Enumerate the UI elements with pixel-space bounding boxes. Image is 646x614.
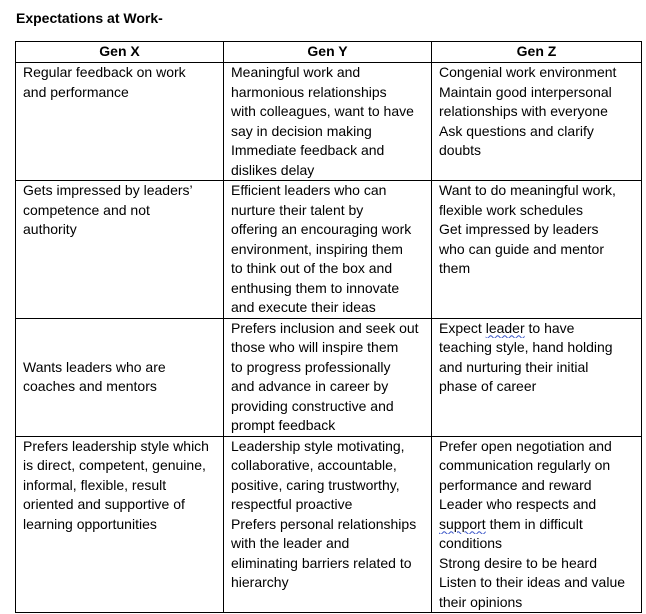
cell-line: is direct, competent, genuine, — [23, 457, 206, 473]
cell-gen-y — [224, 318, 432, 436]
cell-line: with the leader and — [231, 535, 350, 551]
cell-line: prompt feedback — [231, 417, 336, 433]
cell-line: Prefer open negotiation and — [439, 437, 612, 454]
cell-line: Meaningful work and — [231, 64, 361, 80]
expectations-table — [15, 41, 642, 613]
cell-gen-x — [16, 436, 224, 613]
cell-line: nurture their talent by — [231, 201, 364, 218]
cell-line: and performance — [23, 83, 129, 100]
cell-gen-z — [432, 318, 642, 436]
cell-gen-x — [16, 318, 224, 436]
cell-line: enthusing them to innovate — [231, 279, 400, 296]
cell-gen-z — [432, 181, 642, 319]
cell-line: to think out of the box and — [231, 260, 393, 276]
cell-line: teaching style, hand holding — [439, 339, 613, 355]
cell-line: competence and not — [23, 201, 150, 218]
cell-line: respectful proactive — [231, 496, 353, 512]
cell-gen-x — [16, 63, 224, 181]
cell-line: hierarchy — [231, 574, 289, 590]
table-row — [16, 181, 642, 319]
cell-line: Maintain good interpersonal — [439, 83, 612, 100]
cell-line: authority — [23, 221, 77, 237]
cell-line: with colleagues, want to have — [231, 103, 414, 119]
spelling-mark: support — [439, 515, 486, 532]
cell-line: Leader who respects and — [439, 496, 597, 512]
cell-line: Prefers personal relationships — [231, 515, 417, 532]
cell-line: learning opportunities — [23, 515, 157, 532]
document-heading: Expectations at Work- — [16, 10, 163, 26]
cell-line: to progress professionally — [231, 358, 391, 375]
cell-line: coaches and mentors — [23, 378, 157, 394]
cell-line: Listen to their ideas and value — [439, 574, 626, 590]
cell-line: conditions — [439, 535, 503, 551]
cell-line: and nurturing their initial — [439, 358, 589, 375]
table-row — [16, 318, 642, 436]
cell-line: Gets impressed by leaders’ — [23, 182, 193, 198]
cell-line: Congenial work environment — [439, 64, 617, 80]
cell-line: performance and reward — [439, 476, 592, 493]
header-gen-x: Gen X — [16, 42, 224, 63]
cell-line: offering an encouraging work — [231, 221, 412, 237]
cell-gen-y — [224, 436, 432, 613]
cell-line: Prefers inclusion and seek out — [231, 319, 419, 336]
cell-line: relationships with everyone — [439, 103, 608, 119]
cell-line: those who will inspire them — [231, 339, 399, 355]
cell-line: Regular feedback on work — [23, 64, 186, 80]
cell-line: them — [439, 260, 471, 276]
cell-line: oriented and supportive of — [23, 496, 185, 512]
cell-line: providing constructive and — [231, 397, 394, 414]
header-row — [16, 42, 642, 63]
cell-gen-z — [432, 436, 642, 613]
cell-line: doubts — [439, 142, 482, 158]
cell-line: Efficient leaders who can — [231, 182, 387, 198]
cell-line: positive, caring trustworthy, — [231, 476, 400, 493]
cell-line: Strong desire to be heard — [439, 554, 597, 571]
cell-line: Want to do meaningful work, — [439, 182, 616, 198]
cell-line: informal, flexible, result — [23, 476, 167, 493]
cell-line: who can guide and mentor — [439, 240, 604, 257]
cell-line: environment, inspiring them — [231, 240, 403, 257]
cell-line: and execute their ideas — [231, 299, 376, 315]
cell-line: collaborative, accountable, — [231, 457, 397, 473]
cell-line: harmonious relationships — [231, 83, 387, 100]
header-gen-z: Gen Z — [432, 42, 642, 63]
cell-gen-z — [432, 63, 642, 181]
cell-line: Leadership style motivating, — [231, 437, 405, 454]
spelling-mark: leader — [485, 319, 525, 336]
cell-line: and advance in career by — [231, 378, 389, 394]
cell-line: their opinions — [439, 593, 523, 610]
cell-line: say in decision making — [231, 122, 372, 139]
cell-line: support them in difficult — [439, 515, 583, 532]
table-row — [16, 436, 642, 613]
cell-line: communication regularly on — [439, 457, 611, 473]
cell-gen-y — [224, 63, 432, 181]
cell-line: flexible work schedules — [439, 201, 583, 218]
cell-gen-y — [224, 181, 432, 319]
cell-gen-x — [16, 181, 224, 319]
cell-line: eliminating barriers related to — [231, 554, 412, 571]
cell-line: Expect leader to have — [439, 319, 575, 336]
header-gen-y: Gen Y — [224, 42, 432, 63]
cell-line: Immediate feedback and — [231, 142, 385, 158]
cell-line: Wants leaders who are — [23, 358, 166, 375]
cell-line: phase of career — [439, 378, 537, 394]
table-row — [16, 63, 642, 181]
cell-line: Get impressed by leaders — [439, 221, 599, 237]
cell-line: Prefers leadership style which — [23, 437, 209, 454]
cell-line: Ask questions and clarify — [439, 122, 594, 139]
cell-line: dislikes delay — [231, 161, 315, 178]
